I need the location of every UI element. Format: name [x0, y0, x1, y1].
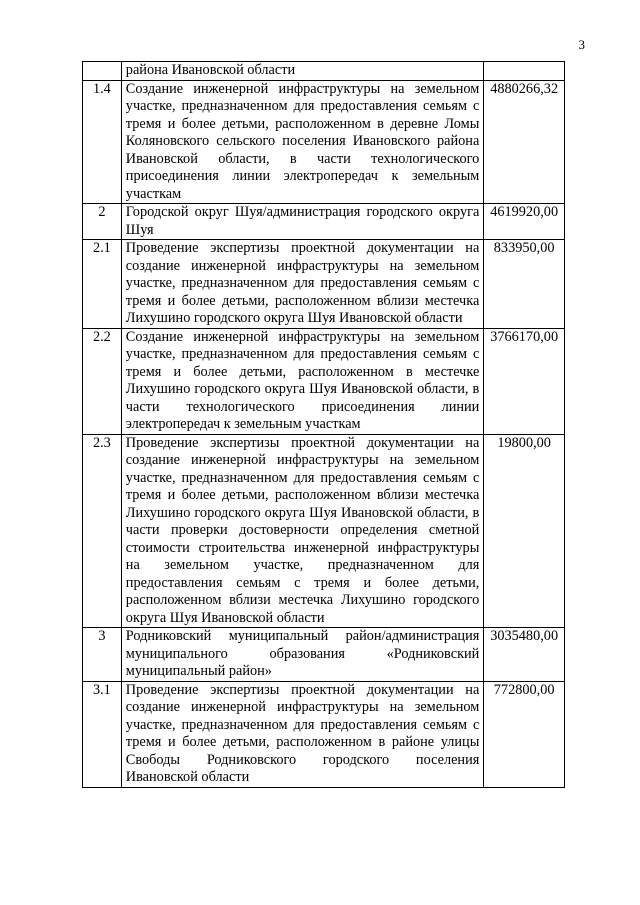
row-amount: 4880266,32	[484, 80, 565, 204]
row-number: 2.3	[83, 434, 122, 628]
row-description: Родниковский муниципальный район/администрация муниципального образования «Родниковский муниципальный район»	[121, 628, 484, 682]
table-row	[83, 681, 565, 787]
row-description: Создание инженерной инфраструктуры на земельном участке, предназначенном для предоставления семьям с тремя и более детьми, расположенном в местечке Лихушино городского округа Шуя Ивановской области, в части технологического присоединения линии электропередач к земельным участкам	[121, 328, 484, 434]
row-number: 3.1	[83, 681, 122, 787]
row-number: 2.2	[83, 328, 122, 434]
row-number: 1.4	[83, 80, 122, 204]
row-number: 3	[83, 628, 122, 682]
row-amount: 19800,00	[484, 434, 565, 628]
row-description: Создание инженерной инфраструктуры на земельном участке, предназначенном для предоставления семьям с тремя и более детьми, расположенном в деревне Ломы Коляновского сельского поселения Ивановского района Ивановской области, в части технологического присоединения линии электропередач к земельным участкам	[121, 80, 484, 204]
row-description: Проведение экспертизы проектной документации на создание инженерной инфраструктуры на земельном участке, предназначенном для предоставления семьям с тремя и более детьми, расположенном вблизи местечка Лихушино городского округа Шуя Ивановской области, в части проверки достоверности определения сметной стоимости строительства инженерной инфраструктуры на земельном участке, предназначенном для предоставления семьям с тремя и более детьми, расположенном вблизи местечка Лихушино городского округа Шуя Ивановской области	[121, 434, 484, 628]
row-description: района Ивановской области	[121, 62, 484, 81]
row-amount	[484, 62, 565, 81]
row-amount: 772800,00	[484, 681, 565, 787]
row-number	[83, 62, 122, 81]
table-row	[83, 62, 565, 81]
table-row	[83, 328, 565, 434]
table-row	[83, 434, 565, 628]
row-description: Городской округ Шуя/администрация городского округа Шуя	[121, 204, 484, 240]
row-amount: 833950,00	[484, 240, 565, 329]
row-description: Проведение экспертизы проектной документации на создание инженерной инфраструктуры на земельном участке, предназначенном для предоставления семьям с тремя и более детьми, расположенном в районе улицы Свободы Родниковского городского поселения Ивановской области	[121, 681, 484, 787]
row-number: 2	[83, 204, 122, 240]
table-row	[83, 240, 565, 329]
row-amount: 3766170,00	[484, 328, 565, 434]
row-description: Проведение экспертизы проектной документации на создание инженерной инфраструктуры на земельном участке, предназначенном для предоставления семьям с тремя и более детьми, расположенном вблизи местечка Лихушино городского округа Шуя Ивановской области	[121, 240, 484, 329]
row-number: 2.1	[83, 240, 122, 329]
table-row	[83, 628, 565, 682]
table-row	[83, 204, 565, 240]
budget-table	[82, 61, 565, 788]
table-row	[83, 80, 565, 204]
row-amount: 4619920,00	[484, 204, 565, 240]
row-amount: 3035480,00	[484, 628, 565, 682]
page-number: 3	[578, 37, 585, 52]
